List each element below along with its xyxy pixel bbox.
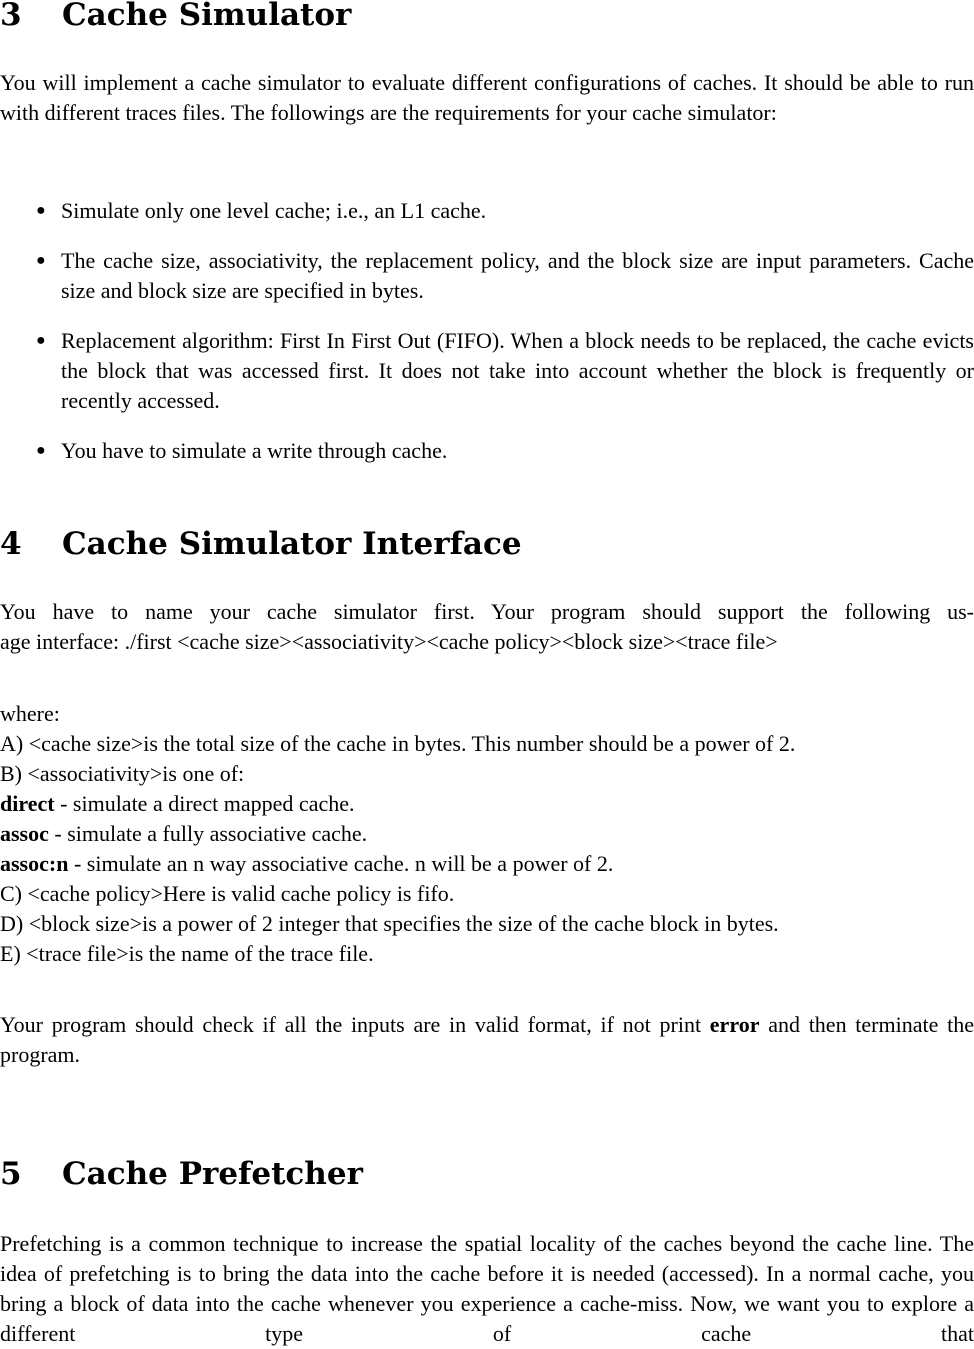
section-title: Cache Prefetcher [62,1156,363,1192]
where-label: where: [0,701,60,726]
error-term: error [709,1012,760,1037]
section-4-heading [0,525,522,563]
list-item [0,246,974,306]
section-5-intro: Prefetching is a common technique to increase the spatial locality of the caches beyond the cache line. The idea of prefetching is to bring the data into the cache before it is needed (accessed). In a normal cache, you bring a block of data into the cache whenever you experience a cache-miss. Now, we want you to explore a different type of cache that [0,1231,974,1346]
option-desc: - simulate an n way associative cache. n will be a power of 2. [68,851,614,876]
list-item-text: Simulate only one level cache; i.e., an L1 cache. [61,198,487,223]
param-associativity: B) <associativity>is one of: [0,761,245,786]
section-4-intro-line-2: age interface: ./first <cache size><associativity><cache policy><block size><trace file> [0,629,778,654]
section-title: Cache Simulator [62,0,352,33]
section-3-heading [0,0,351,34]
option-desc: - simulate a fully associative cache. [48,821,368,846]
param-block-size: D) <block size>is a power of 2 integer that specifies the size of the cache block in bytes. [0,911,779,936]
option-term: direct [0,791,55,816]
validation-text: Your program should check if all the inputs are in valid format, if not print [0,1012,710,1037]
section-4-intro-line-1: You have to name your cache simulator first. Your program should support the following us- [0,599,974,624]
list-item-text: The cache size, associativity, the replacement policy, and the block size are input parameters. Cache size and block size are specified in bytes. [61,248,974,303]
list-item [0,196,974,226]
validation-text: and then terminate the program. [0,1012,974,1067]
option-term: assoc:n [0,851,69,876]
section-number: 4 [0,526,22,562]
section-3-intro: You will implement a cache simulator to evaluate different configurations of caches. It should be able to run with different traces files. The followings are the requirements for your cache simulator: [0,70,974,125]
list-item-text: You have to simulate a write through cache. [61,438,448,463]
section-title: Cache Simulator Interface [62,526,522,562]
list-item [0,326,974,416]
requirements-list [0,196,974,486]
bullet-icon: ● [36,252,46,269]
bullet-icon: ● [36,202,46,219]
option-assoc-n [0,849,613,879]
param-cache-size: A) <cache size>is the total size of the cache in bytes. This number should be a power of 2. [0,731,796,756]
section-number: 3 [0,0,22,33]
bullet-icon: ● [36,332,46,349]
param-cache-policy: C) <cache policy>Here is valid cache policy is fifo. [0,881,455,906]
option-desc: - simulate a direct mapped cache. [54,791,355,816]
option-term: assoc [0,821,49,846]
bullet-icon: ● [36,442,46,459]
validation-paragraph [0,1010,974,1070]
option-direct [0,789,355,819]
option-assoc [0,819,367,849]
section-5-heading [0,1155,363,1193]
list-item [0,436,974,466]
list-item-text: Replacement algorithm: First In First Out (FIFO). When a block needs to be replaced, the cache evicts the block that was accessed first. It does not take into account whether the block is frequently or recently accessed. [61,328,974,413]
param-trace-file: E) <trace file>is the name of the trace file. [0,941,374,966]
section-number: 5 [0,1156,22,1192]
